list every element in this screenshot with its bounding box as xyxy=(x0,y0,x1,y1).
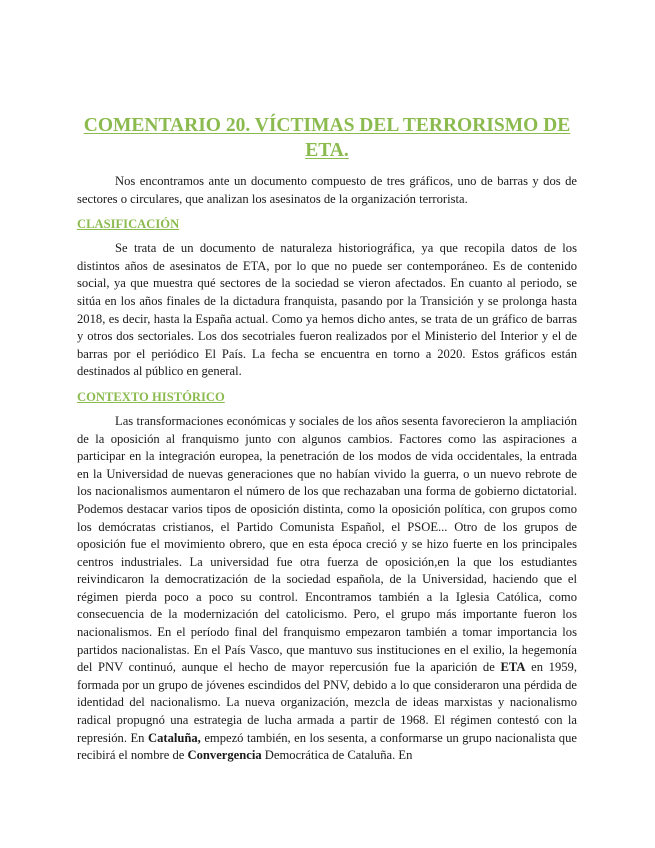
section-heading-contexto-historico: CONTEXTO HISTÓRICO xyxy=(77,389,225,404)
bold-term-eta: ETA xyxy=(500,660,526,675)
text-run: Democrática de Cataluña. En xyxy=(261,748,413,763)
bold-term-cataluna: Cataluña, xyxy=(147,730,201,745)
text-run: Las transformaciones económicas y sociales de los años sesenta favorecieron la ampliación de la oposición al franquismo junto con algunos cambios. Factores como las aspiraciones a participar en la integración europea, la penetración de los modos de vida occidentales, la entrada en la Universidad de nuevas generaciones que no habían vivido la guerra, o un nuevo rebrote de los nacionalismos aumentaron el número de los que rechazaban una forma de gobierno dictatorial. Podemos destacar varios tipos de oposición distinta, como la oposición política, con grupos como los demócratas cristianos, el Partido Comunista Español, el PSOE... Otro de los grupos de oposición fue el movimiento obrero, que en esta época creció y se hizo fuerte en los principales centros industriales. La universidad fue otra fuerza de oposición,en la que los estudiantes reivindicaron la democratización de la sociedad española, de la Universidad, haciendo que el régimen pierda poco a poco su control. Encontramos también a la Iglesia Católica, como consecuencia de la modernización del catolicismo. Pero, el grupo más importante fueron los nacionalismos. En el período final del franquismo empezaron también a tomar importancia los partidos nacionalistas. En el País Vasco, que mantuvo sus instituciones en el exilio, la hegemonía del PNV continuó, aunque el hecho de mayor repercusión fue la aparición de xyxy=(77,413,577,675)
contexto-historico-paragraph xyxy=(77,413,577,765)
clasificacion-paragraph: Se trata de un documento de naturaleza historiográfica, ya que recopila datos de los distintos años de asesinatos de ETA, por lo que no puede ser contemporáneo. Es de contenido social, ya que muestra qué sectores de la sociedad se vieron afectados. En cuanto al periodo, se sitúa en los años finales de la dictadura franquista, pasando por la Transición y se prolonga hasta 2018, es decir, hasta la España actual. Como ya hemos dicho antes, se trata de un gráfico de barras y otros dos sectoriales. Los dos secotriales fueron realizados por el Ministerio del Interior y el de barras por el periódico El País. La fecha se encuentra en torno a 2020. Estos gráficos están destinados al público en general. xyxy=(77,241,577,379)
intro-paragraph: Nos encontramos ante un documento compuesto de tres gráficos, uno de barras y dos de sectores o circulares, que analizan los asesinatos de la organización terrorista. xyxy=(77,174,577,206)
text-run: en 1959, formada por un grupo de jóvenes escindidos del PNV, debido a lo que consideraron una pérdida de identidad del nacionalismo. La nueva organización, mezcla de ideas marxistas y nacionalismo radical propugnó una estrategia de lucha armada a partir de 1968. El régimen contestó con la represión. En xyxy=(77,660,577,745)
document-title: COMENTARIO 20. VÍCTIMAS DEL TERRORISMO DE ETA. xyxy=(83,115,571,161)
section-heading-clasificacion: CLASIFICACIÓN xyxy=(77,217,180,232)
bold-term-convergencia: Convergencia xyxy=(187,748,262,763)
text-run: empezó también, en los sesenta, a conformarse un grupo nacionalista que recibirá el nombre de xyxy=(77,730,577,763)
